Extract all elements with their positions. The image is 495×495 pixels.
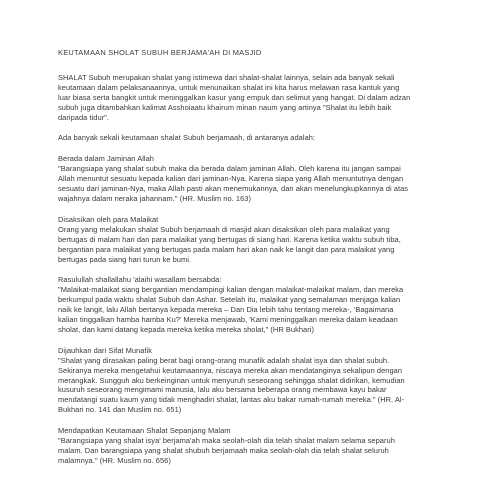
text-line: Ada banyak sekali keutamaan shalat Subuh berjamaah, di antaranya adalah: (58, 133, 316, 143)
text-line: sholat, dan kami datang kepada mereka ketika mereka sholat," (HR Bukhari) (58, 324, 314, 334)
text-line: keutamaan dalam pelaksanaannya, untuk menunaikan shalat ini kita harus melawan rasa kantuk yang (58, 82, 400, 92)
section-jaminan-allah (58, 154, 439, 204)
text-line: Allah menuntut sesuatu kepada kalian dari jaminan-Nya. Karena siapa yang Allah menuntutnya dengan (58, 174, 404, 184)
text-line: merangkak. Sungguh aku berkeinginan untuk menyuruh seseorang sehingga shalat didirikan, kemudian (58, 375, 405, 385)
text-line: daripada tidur". (58, 112, 109, 122)
section-heading: Rasulullah shallallahu 'alaihi wasallam bersabda: (58, 275, 222, 285)
text-line: bertugas di malam hari dan para malaikat yang bertugas di siang hari. Karena ketika waktu subuh tiba, (58, 234, 401, 244)
text-line: "Shalat yang dirasakan paling berat bagi orang-orang munafik adalah shalat isya dan shalat subuh. (58, 355, 390, 365)
text-line: malam. Dan barangsiapa yang shalat shubuh berjamaah maka seolah-olah dia telah shalat seluruh (58, 446, 389, 455)
text-line: sesuatu dari jaminan-Nya, maka Allah pasti akan menemukannya, dan akan menelungkupkannya di atas (58, 184, 409, 194)
text-line: kusuruh seseorang mengimami manusia, lalu aku bersama beberapa orang membawa kayu bakar (58, 385, 387, 395)
intro-paragraph (58, 73, 439, 123)
section-shalat-sepanjang-malam (58, 426, 439, 466)
text-line: subuh juga ditambahkan kalimat Asshoiaatu khairum minan naum yang artinya "Shalat itu lebih baik (58, 102, 392, 112)
text-line: "Malaikat-malaikat siang bergantian mendampingi kalian dengan malaikat-malaikat malam, dan mereka (58, 285, 404, 295)
section-disaksikan-malaikat (58, 215, 439, 265)
text-line: Orang yang melakukan shalat Subuh berjamaah di masjid akan disaksikan oleh para malaikat yang (58, 224, 390, 234)
text-line: SHALAT Subuh merupakan shalat yang istimewa dari shalat-shalat lainnya, selain ada banyak sekali (58, 72, 395, 82)
section-heading: Disaksikan oleh para Malaikat (58, 214, 159, 224)
section-heading: Berada dalam Jaminan Allah (58, 154, 154, 164)
text-line: berkumpul pada waktu shalat Subuh dan Ashar. Setelah itu, malaikat yang semalaman menjaga kalian (58, 295, 401, 305)
text-line: luar biasa serta bangkit untuk meninggalkan kasur yang empuk dan selimut yang hangat. Di dalam adzan (58, 92, 411, 102)
section-rasulullah-bersabda (58, 275, 439, 334)
text-line: naik ke langit, lalu Allah bertanya kepada mereka – Dan Dia lebih tahu tentang mereka-, 'Bagaimana (58, 305, 394, 315)
text-line: mendatangi suatu kaum yang tidak menghadiri shalat, lantas aku bakar rumah-rumah mereka." (HR. Al- (58, 395, 405, 405)
section-heading: Mendapatkan Keutamaan Shalat Sepanjang Malam (58, 426, 231, 436)
section-sifat-munafik (58, 346, 439, 415)
summary-paragraph (58, 133, 439, 143)
text-line: Bukhari no. 141 dan Muslim no. 651) (58, 405, 182, 415)
section-heading: Dijauhkan dari Sifat Munafik (58, 345, 153, 355)
text-line: bergantian para malaikat yang bertugas pada malam hari akan naik ke langit dan para malaikat yang (58, 244, 395, 254)
text-line: kalian tinggalkan hamba hamba Ku?' Mereka menjawab, 'Kami meninggalkan mereka dalam keadaan (58, 315, 398, 325)
document-title: KEUTAMAAN SHOLAT SUBUH BERJAMA'AH DI MASJID (58, 48, 262, 57)
text-line: wajahnya dalam neraka jahannam." (HR. Muslim no. 163) (58, 193, 251, 203)
text-line: "Barangsiapa yang shalat isya' berjama'ah maka seolah-olah dia telah shalat malam selama separuh (58, 436, 395, 446)
text-line: bertugas pada siang hari turun ke bumi. (58, 254, 192, 264)
text-line: malamnya." (HR. Muslim no. 656) (58, 455, 171, 465)
text-line: "Barangsiapa yang shalat subuh maka dia berada dalam jaminan Allah. Oleh karena itu jangan sampai (58, 164, 401, 174)
text-line: Sekiranya mereka mengetahui keutamaannya, niscaya mereka akan mendatanginya sekalipun dengan (58, 365, 403, 375)
